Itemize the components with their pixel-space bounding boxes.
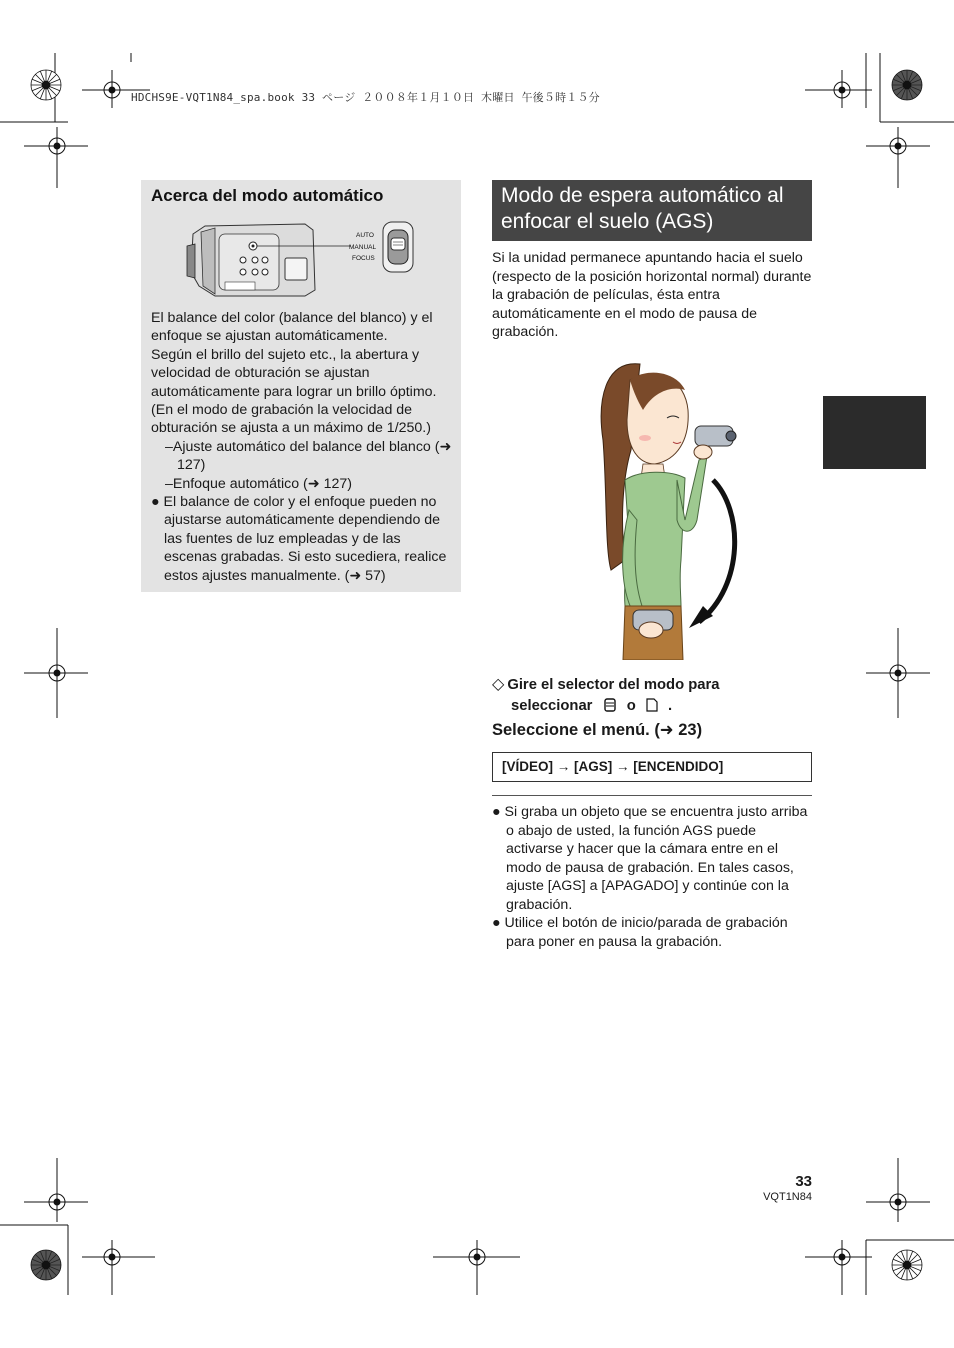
step-1-line-1: Gire el selector del modo para	[507, 677, 720, 693]
auto-mode-info-box	[141, 180, 461, 592]
ags-note-1-text: Si graba un objeto que se encuentra justo arriba o abajo de usted, la función AGS puede activarse y hacer que la cámara entre en el modo de pausa de grabación. En tales casos, ajuste [AGS] a [APAGADO] y continúe con la grabación.	[504, 804, 808, 913]
sd-card-icon	[646, 698, 658, 712]
step-2: Seleccione el menú. (➜ 23)	[492, 721, 703, 739]
step-1	[492, 674, 812, 717]
auto-mode-dash-1: –Ajuste automático del balance del blanco (➜ 127)	[165, 438, 452, 474]
bullet-icon: ●	[492, 804, 505, 820]
bullet-icon: ●	[151, 494, 164, 511]
step-1-or: o	[626, 698, 636, 714]
ags-note-1	[492, 803, 812, 914]
ags-intro-text: Si la unidad permanece apuntando hacia el suelo (respecto de la posición horizontal normal) durante la grabación de películas, ésta entra automáticamente en el modo de pausa de grabación.	[492, 250, 812, 341]
bullet-icon: ●	[492, 915, 505, 931]
auto-mode-bullet-1	[151, 493, 455, 585]
chapter-side-tab	[823, 396, 926, 469]
ags-note-2-text: Utilice el botón de inicio/parada de grabación para poner en pausa la grabación.	[504, 915, 788, 950]
woman-holding-camera-illustration	[585, 360, 755, 660]
auto-mode-bullet-text: El balance de color y el enfoque pueden no ajustarse automáticamente dependiendo de las fuentes de luz empleadas y de las escenas grabadas. Si esto sucediera, realice estos ajustes manualmente. (➜ 57)	[163, 494, 447, 584]
switch-label-auto: AUTO	[356, 232, 374, 239]
menu-path-box: [VÍDEO] → [AGS] → [ENCENDIDO]	[492, 752, 812, 782]
ags-notes	[492, 803, 812, 951]
ags-note-2	[492, 914, 812, 951]
step-1-end: .	[667, 698, 673, 714]
print-header: HDCHS9E-VQT1N84_spa.book 33 ページ ２００８年１月１０日 木曜日 午後５時１５分	[131, 91, 600, 104]
diamond-icon: ◇	[492, 676, 505, 693]
auto-mode-title: Acerca del modo automático	[151, 186, 384, 205]
document-code: VQT1N84	[763, 1191, 812, 1203]
camera-mode-switch-illustration	[185, 216, 417, 300]
auto-mode-paragraph-1: El balance del color (balance del blanco) y el enfoque se ajustan automáticamente.	[151, 310, 433, 345]
page-number: 33	[795, 1173, 812, 1190]
divider	[492, 795, 812, 796]
auto-mode-dash-2: –Enfoque automático (➜ 127)	[165, 475, 352, 492]
switch-label-manual: MANUAL	[349, 244, 377, 251]
switch-label-focus: FOCUS	[352, 255, 375, 262]
step-1-word: seleccionar	[511, 698, 593, 714]
auto-mode-body	[151, 309, 455, 585]
auto-mode-paragraph-2: Según el brillo del sujeto etc., la abertura y velocidad de obturación se ajustan automáticamente para lograr un brillo óptimo. (En el modo de grabación la velocidad de obturación se ajusta a un máximo de 1/250.)	[151, 346, 437, 437]
hdd-icon	[603, 698, 617, 712]
ags-section-title: Modo de espera automático al enfocar el suelo (AGS)	[492, 180, 812, 241]
